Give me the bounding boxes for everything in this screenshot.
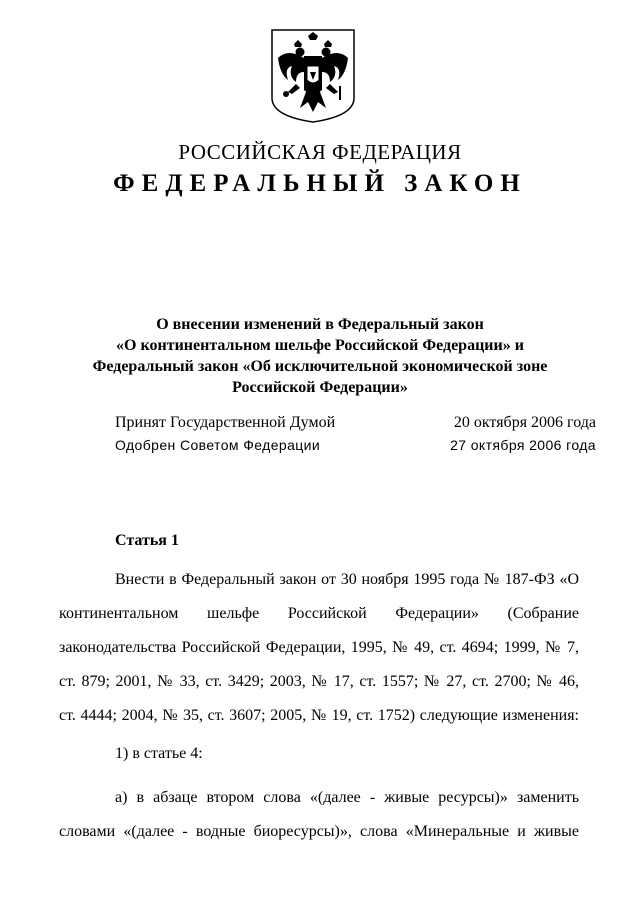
paragraph-line: ст. 879; 2001, № 33, ст. 3429; 2003, № 17, ст. 1557; № 27, ст. 2700; № 46, <box>59 673 579 690</box>
country-name: РОССИЙСКАЯ ФЕДЕРАЦИЯ <box>178 140 462 164</box>
law-title-line: Федеральный закон «Об исключительной экономической зоне <box>92 358 548 375</box>
adoption-date: 27 октября 2006 года <box>450 437 596 453</box>
paragraph-line: законодательства Российской Федерации, 1995, № 49, ст. 4694; 1999, № 7, <box>59 639 579 656</box>
article-paragraph <box>59 563 579 733</box>
adoption-label: Одобрен Советом Федерации <box>115 437 321 453</box>
document-type: ФЕДЕРАЛЬНЫЙ ЗАКОН <box>113 170 527 197</box>
paragraph-line: континентальном шельфе Российской Федерации» (Собрание <box>59 605 579 622</box>
paragraph-line: словами «(далее - водные биоресурсы)», слова «Минеральные и живые <box>59 823 579 840</box>
coat-of-arms-emblem <box>270 28 356 124</box>
paragraph-line: Внести в Федеральный закон от 30 ноября 1995 года № 187-ФЗ «О <box>115 571 579 588</box>
article-paragraph <box>59 781 579 849</box>
article-heading: Статья 1 <box>115 532 179 549</box>
paragraph-line: ст. 4444; 2004, № 35, ст. 3607; 2005, № 19, ст. 1752) следующие изменения: <box>59 707 579 724</box>
adoption-row-duma <box>115 414 596 432</box>
paragraph-line: а) в абзаце втором слова «(далее - живые ресурсы)» заменить <box>115 789 579 806</box>
law-title-line: Российской Федерации» <box>232 379 408 396</box>
adoption-row-council <box>115 437 596 453</box>
law-title <box>60 314 580 398</box>
law-title-line: О внесении изменений в Федеральный закон <box>156 316 484 333</box>
adoption-label: Принят Государственной Думой <box>115 414 336 431</box>
list-item: 1) в статье 4: <box>115 745 203 762</box>
adoption-date: 20 октября 2006 года <box>453 414 596 431</box>
law-title-line: «О континентальном шельфе Российской Федерации» и <box>116 337 524 354</box>
